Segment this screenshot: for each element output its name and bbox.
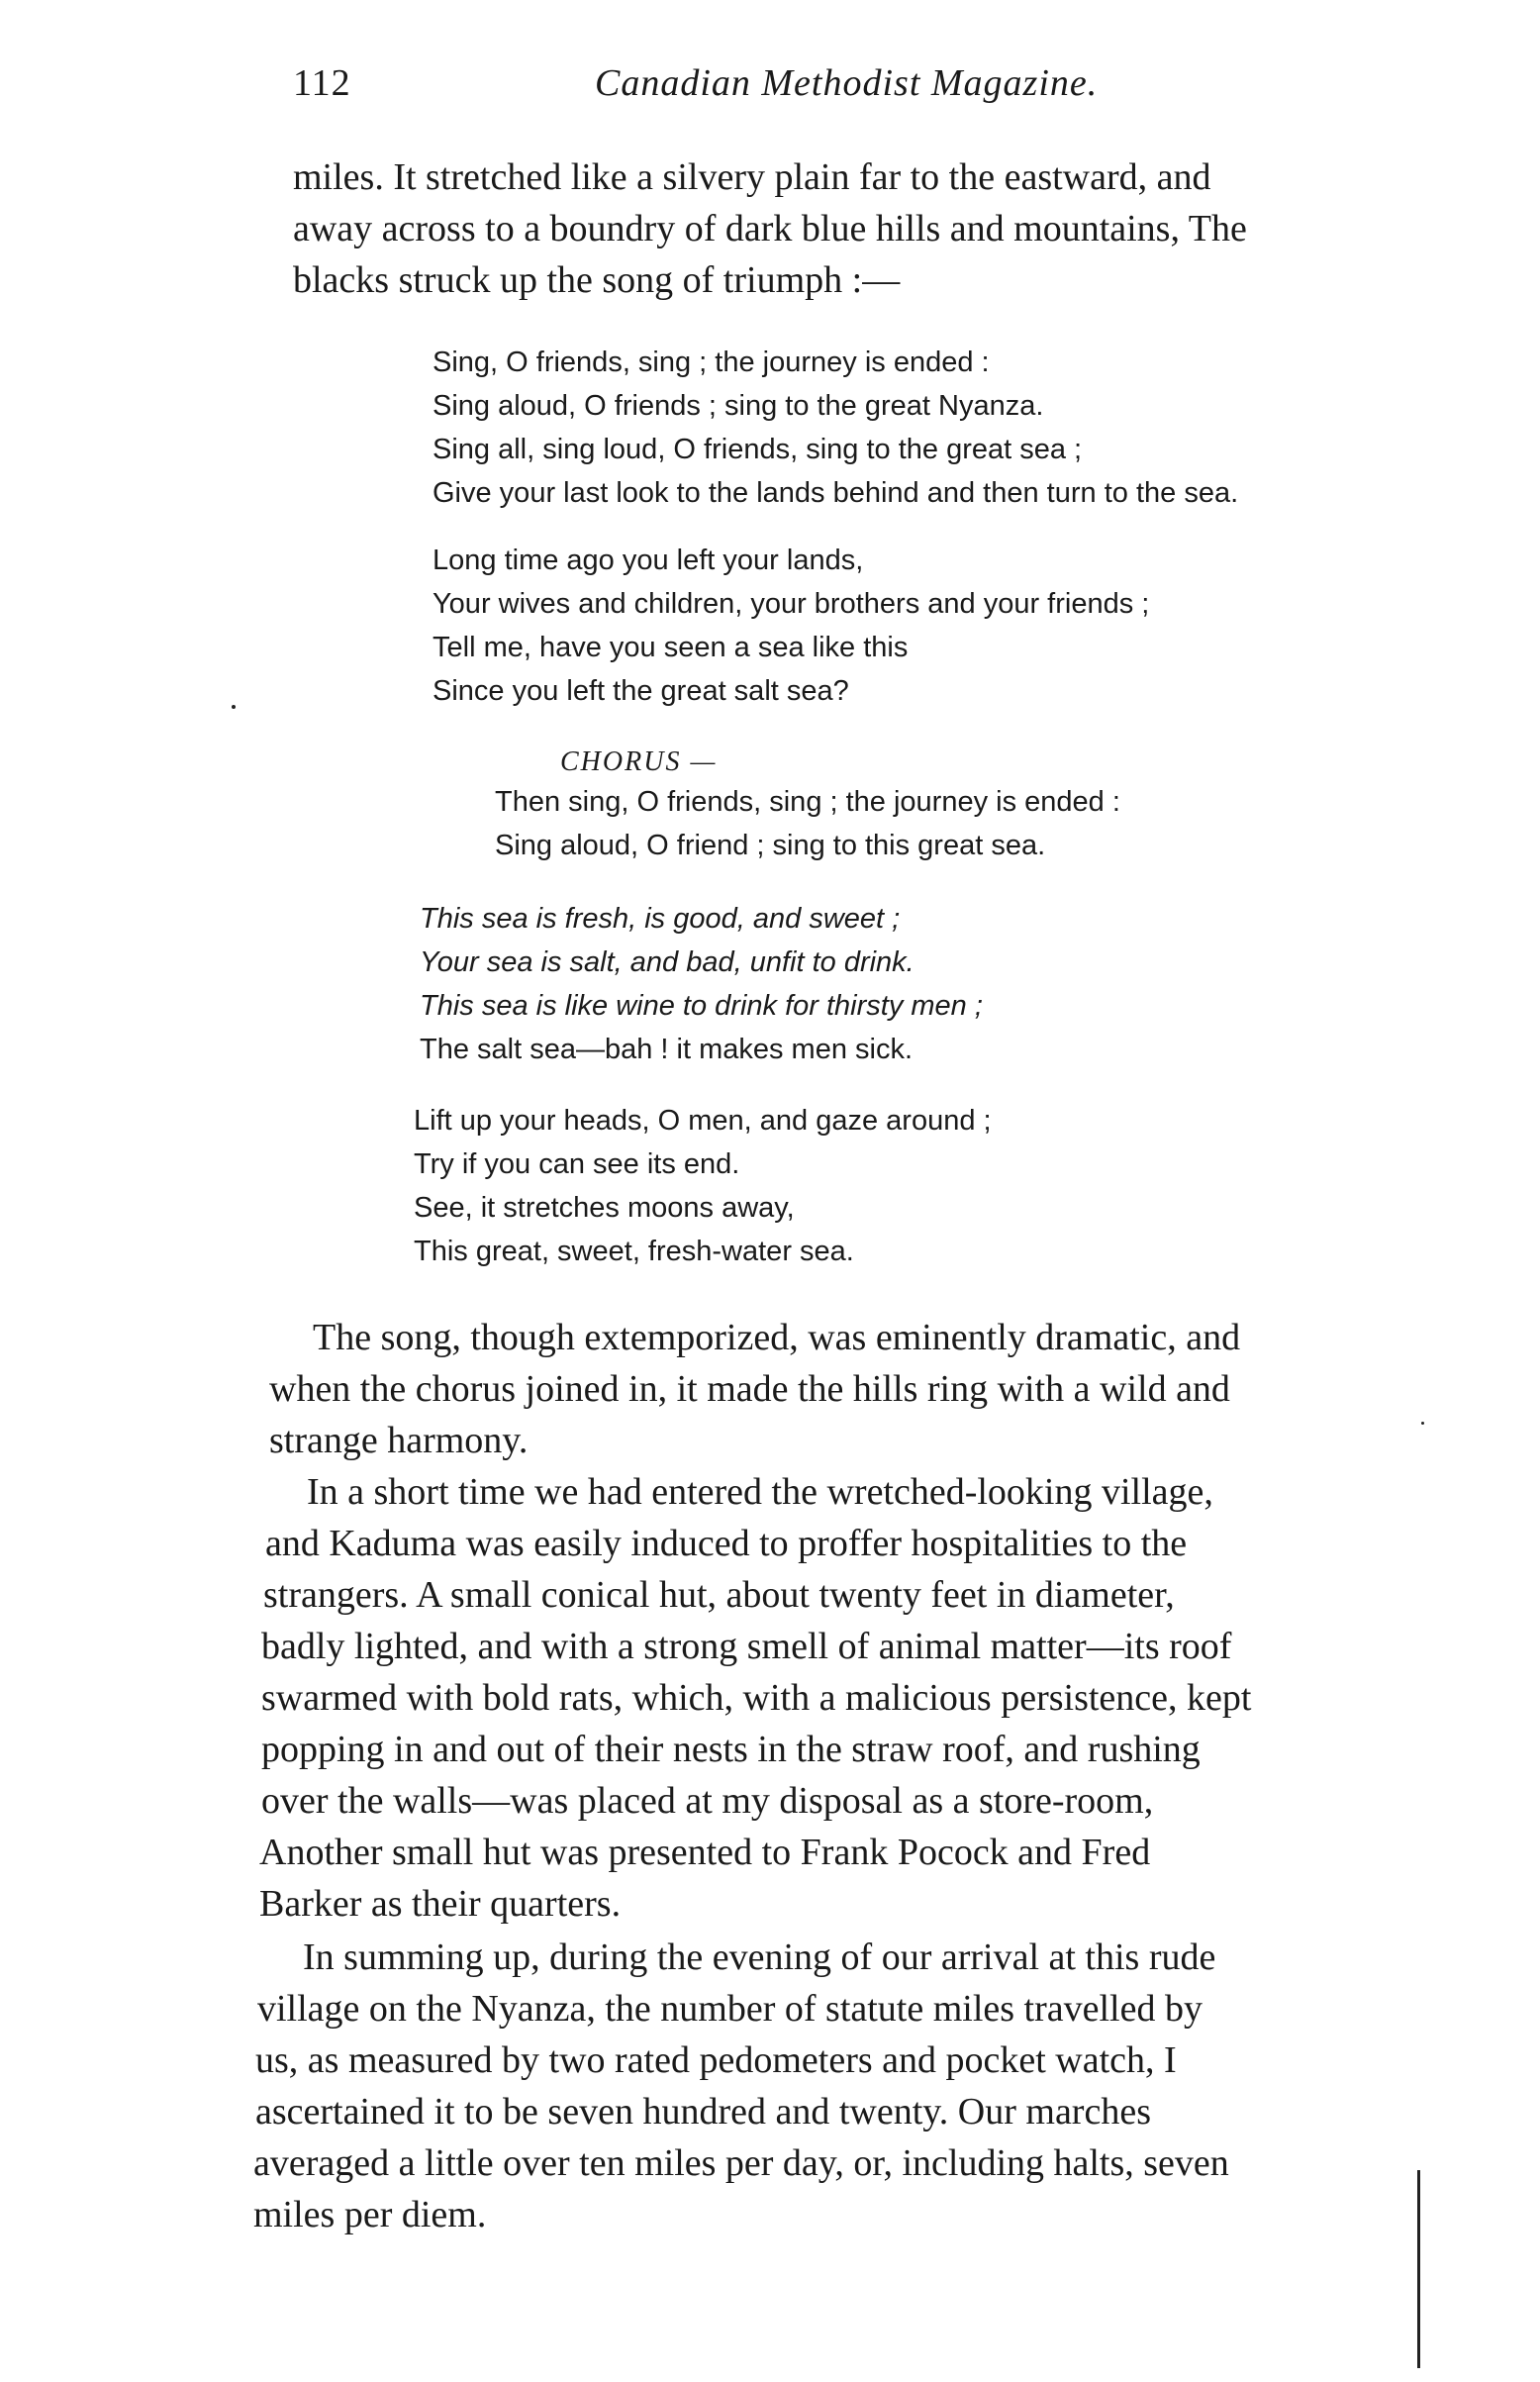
text-line: ascertained it to be seven hundred and twenty. Our marches	[255, 2091, 1151, 2133]
text-line: when the chorus joined in, it made the hills ring with a wild and	[269, 1368, 1230, 1410]
verse-line: Sing, O friends, sing ; the journey is ended :	[433, 347, 990, 378]
text-line: miles. It stretched like a silvery plain far to the eastward, and	[293, 156, 1211, 198]
text-line: The song, though extemporized, was eminently dramatic, and	[313, 1317, 1241, 1358]
text-line: us, as measured by two rated pedometers and pocket watch, I	[255, 2039, 1177, 2081]
text-line: strangers. A small conical hut, about twenty feet in diameter,	[263, 1574, 1175, 1616]
verse-line: Try if you can see its end.	[414, 1148, 740, 1180]
verse-line: Sing all, sing loud, O friends, sing to the great sea ;	[433, 434, 1083, 465]
verse-line: Your sea is salt, and bad, unfit to drink.	[420, 946, 914, 978]
verse-line: Your wives and children, your brothers and your friends ;	[433, 588, 1150, 620]
text-line: and Kaduma was easily induced to proffer hospitalities to the	[265, 1523, 1188, 1564]
verse-line: This sea is fresh, is good, and sweet ;	[420, 903, 901, 935]
text-line: In summing up, during the evening of our arrival at this rude	[303, 1936, 1216, 1978]
verse-line: Then sing, O friends, sing ; the journey is ended :	[495, 786, 1120, 818]
margin-dot	[232, 705, 236, 709]
text-line: swarmed with bold rats, which, with a malicious persistence, kept	[261, 1677, 1252, 1719]
text-line: over the walls—was placed at my disposal as a store-room,	[261, 1780, 1154, 1822]
text-line: averaged a little over ten miles per day, or, including halts, seven	[253, 2142, 1229, 2184]
verse-line: Since you left the great salt sea?	[433, 675, 849, 707]
margin-rule	[1417, 2170, 1420, 2368]
text-line: away across to a boundry of dark blue hills and mountains, The	[293, 208, 1247, 249]
text-line: popping in and out of their nests in the straw roof, and rushing	[261, 1729, 1201, 1770]
verse-line: Tell me, have you seen a sea like this	[433, 632, 909, 663]
text-line: Another small hut was presented to Frank Pocock and Fred	[259, 1832, 1151, 1873]
verse-line: See, it stretches moons away,	[414, 1192, 795, 1224]
text-line: village on the Nyanza, the number of statute miles travelled by	[257, 1988, 1203, 2030]
text-line: blacks struck up the song of triumph :—	[293, 259, 901, 301]
verse-line: Sing aloud, O friends ; sing to the great Nyanza.	[433, 390, 1044, 422]
chorus-label: CHORUS —	[560, 746, 718, 777]
verse-line: Long time ago you left your lands,	[433, 545, 864, 576]
verse-line: The salt sea—bah ! it makes men sick.	[420, 1034, 914, 1065]
magazine-title: Canadian Methodist Magazine.	[595, 62, 1099, 104]
margin-dot	[1421, 1422, 1424, 1425]
text-line: In a short time we had entered the wretched-looking village,	[307, 1471, 1213, 1513]
verse-line: Give your last look to the lands behind and then turn to the sea.	[433, 477, 1239, 509]
verse-line: Lift up your heads, O men, and gaze around ;	[414, 1105, 992, 1137]
text-line: Barker as their quarters.	[259, 1883, 622, 1925]
verse-line: Sing aloud, O friend ; sing to this great sea.	[495, 830, 1046, 861]
verse-line: This great, sweet, fresh-water sea.	[414, 1236, 854, 1267]
page-number: 112	[293, 62, 351, 104]
text-line: strange harmony.	[269, 1420, 529, 1461]
verse-line: This sea is like wine to drink for thirsty men ;	[420, 990, 983, 1022]
running-head	[293, 61, 1213, 121]
text-line: miles per diem.	[253, 2194, 487, 2235]
text-line: badly lighted, and with a strong smell of animal matter—its roof	[261, 1626, 1232, 1667]
